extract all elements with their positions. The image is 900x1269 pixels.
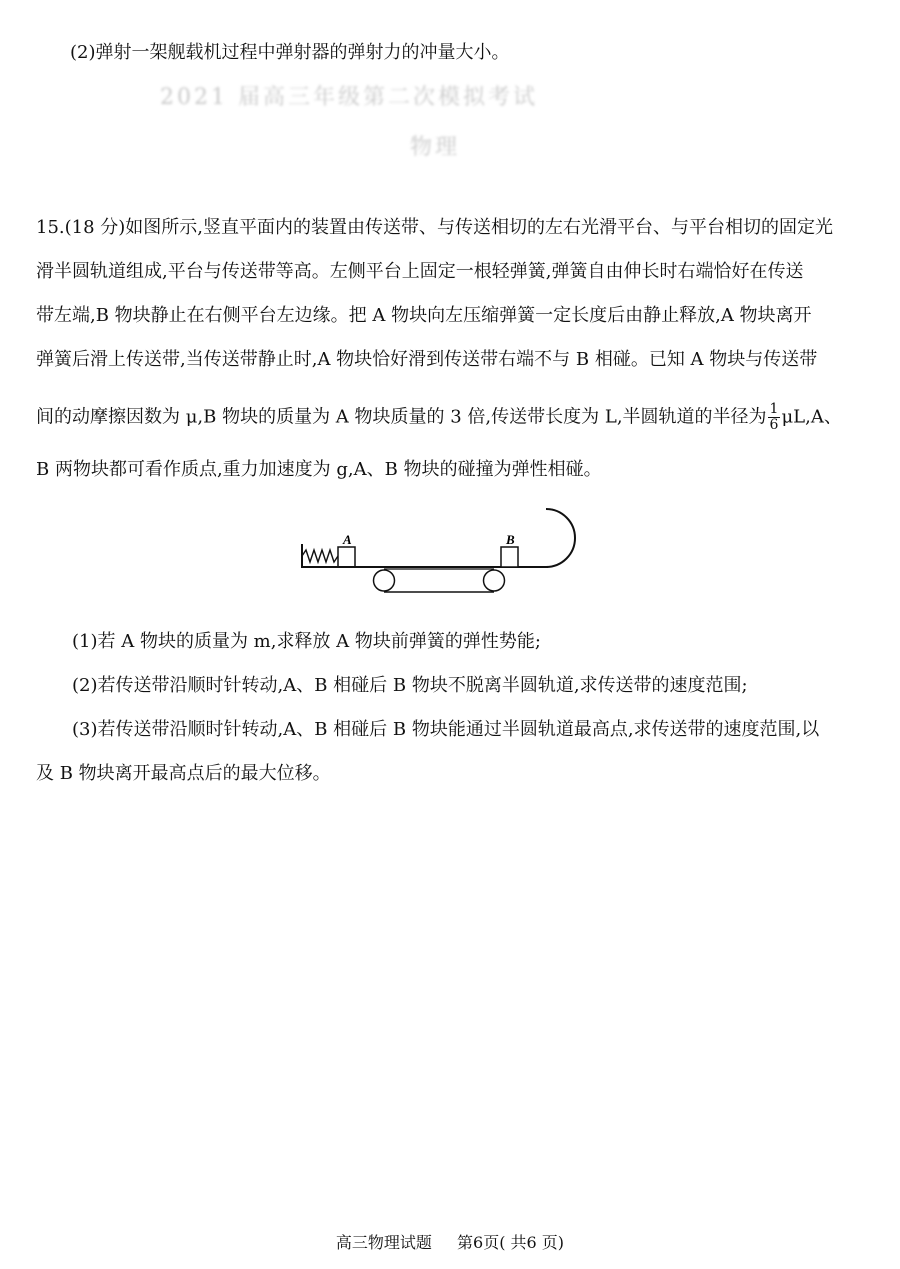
spring xyxy=(302,550,338,562)
block-a xyxy=(338,547,355,567)
conveyor-belt xyxy=(374,569,505,592)
conveyor-figure xyxy=(296,500,586,600)
problem-line-6: B 两物块都可看作质点,重力加速度为 g,A、B 物块的碰撞为弹性相碰。 xyxy=(36,459,602,480)
fraction-denominator: 6 xyxy=(769,417,779,433)
label-a: A xyxy=(343,532,352,547)
bleed-through-title: 2021 届高三年级第二次模拟考试 xyxy=(160,85,538,110)
question-1: (1)若 A 物块的质量为 m,求释放 A 物块前弹簧的弹性势能; xyxy=(72,631,541,652)
bleed-through-subtitle: 物理 xyxy=(410,135,461,160)
footer-page-number: 第6页( 共6 页) xyxy=(457,1233,565,1252)
page-footer xyxy=(0,1230,900,1253)
problem-line-2: 滑半圆轨道组成,平台与传送带等高。左侧平台上固定一根轻弹簧,弹簧自由伸长时右端恰好在传送 xyxy=(36,261,804,282)
block-b xyxy=(501,547,518,567)
footer-subject: 高三物理试题 xyxy=(335,1233,432,1252)
question-3-line-2: 及 B 物块离开最高点后的最大位移。 xyxy=(36,763,331,784)
question-3-line-1: (3)若传送带沿顺时针转动,A、B 相碰后 B 物块能通过半圆轨道最高点,求传送带的速度范围,以 xyxy=(72,719,820,740)
problem-line-3: 带左端,B 物块静止在右侧平台左边缘。把 A 物块向左压缩弹簧一定长度后由静止释放,A 物块离开 xyxy=(36,305,812,326)
problem-line-5 xyxy=(36,402,842,433)
fraction-numerator: 1 xyxy=(769,401,779,417)
semicircle-track xyxy=(546,509,575,567)
problem-line-1: 15.(18 分)如图所示,竖直平面内的装置由传送带、与传送相切的左右光滑平台、与平台相切的固定光 xyxy=(36,217,834,238)
question-2: (2)若传送带沿顺时针转动,A、B 相碰后 B 物块不脱离半圆轨道,求传送带的速度范围; xyxy=(72,675,748,696)
problem-line-5-tail: μL,A、 xyxy=(781,406,842,428)
previous-question-item: (2)弹射一架舰载机过程中弹射器的弹射力的冲量大小。 xyxy=(70,42,510,63)
label-b: B xyxy=(506,532,515,547)
problem-line-4: 弹簧后滑上传送带,当传送带静止时,A 物块恰好滑到传送带右端不与 B 相碰。已知 A 物块与传送带 xyxy=(36,349,818,370)
problem-line-5-text: 间的动摩擦因数为 μ,B 物块的质量为 A 物块质量的 3 倍,传送带长度为 L,半圆轨道的半径为 xyxy=(36,406,767,428)
radius-fraction xyxy=(768,402,781,433)
